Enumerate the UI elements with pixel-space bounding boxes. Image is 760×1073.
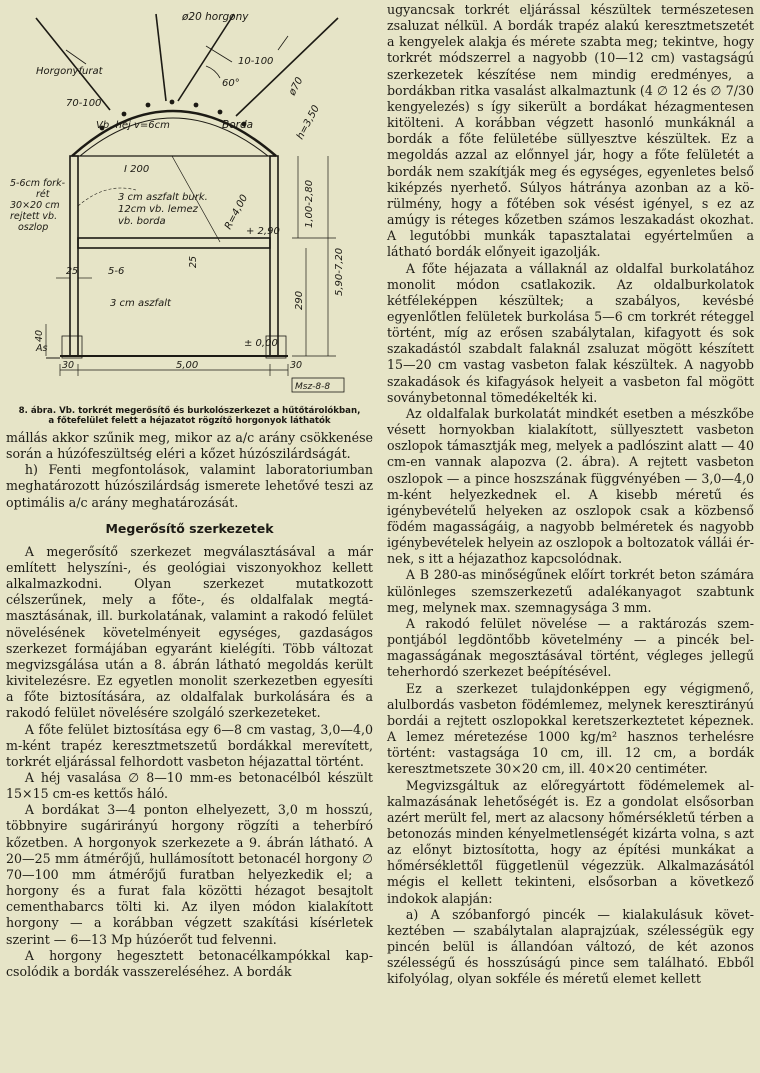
- svg-text:70-100: 70-100: [66, 98, 102, 109]
- label-drillhole: Horgonyfurat: [36, 66, 103, 77]
- svg-text:30×20 cm: 30×20 cm: [10, 200, 60, 211]
- svg-text:30: 30: [290, 360, 303, 371]
- svg-text:3 cm aszfalt: 3 cm aszfalt: [110, 298, 171, 309]
- svg-text:10-100: 10-100: [238, 56, 274, 67]
- svg-text:h=3,50: h=3,50: [294, 103, 323, 142]
- anchor-left: [36, 18, 110, 110]
- paragraph: A horgony hegesztett betonacélkampókkal kapcsolódik a bordák vasszereléséhez. A bordák: [6, 947, 373, 979]
- anchor-mid-left: [156, 14, 166, 101]
- left-column: [6, 6, 373, 980]
- svg-text:60°: 60°: [222, 78, 240, 89]
- paragraph: A héj vasalása ∅ 8—10 mm-es betonacélból készült 15×15 cm-es kettős háló.: [6, 769, 373, 802]
- figure-caption: 8. ábra. Vb. torkrét megerősítő és burkolószerkezet a hűtőtárolókban, a főtefelület felett a héjazatot rögzítő horgonyok láthatók: [18, 406, 361, 426]
- svg-text:R=4,00: R=4,00: [222, 193, 251, 232]
- svg-text:30: 30: [62, 360, 75, 371]
- anchor-right: [236, 18, 338, 116]
- svg-text:290: 290: [294, 290, 305, 310]
- svg-text:5-6cm fork-: 5-6cm fork-: [10, 178, 66, 189]
- svg-text:25: 25: [66, 266, 79, 277]
- paragraph: mállás akkor szűnik meg, mikor az a/c arány csökkenése során a húzófeszültség eléri a kőzet húzószilárdságát.: [6, 430, 373, 462]
- svg-text:25: 25: [188, 255, 199, 268]
- right-column: [387, 2, 754, 988]
- svg-text:I 200: I 200: [124, 164, 150, 175]
- paragraph: a) A szóbanforgó pincék — kialakulásuk következtében — szabálytalan alaprajzúak, szélességük egy pincén belül is állandóan változó, de két azonos szélességű és hosszúságú pince sem található. Ebből kifolyólag, olyan sokféle és méretű elemet kellett: [387, 906, 754, 987]
- svg-text:As: As: [36, 343, 48, 354]
- svg-text:rejtett vb.: rejtett vb.: [10, 211, 58, 222]
- paragraph: A B 280-as minőségűnek előírt torkrét beton számára különleges szemszerkezetű adalékanyagot szabtunk meg, melynek max. szemnagysága 3 mm.: [387, 567, 754, 615]
- paragraph: Megvizsgáltuk az előregyártott födémelemek alkalmazásának lehetőségét is. Ez a gondolat elsősorban azért merült fel, mert az alacsony hőmérsékletű térben a betonozás minden kényelmetlenségét kizárta volna, s azt az előnyt biztosította, hogy az építési munkákat a hőmérséklettől függetlenül végezzük. Alkalmazásától mégis el kellett tekinteni, elsősorban a következő indokok alapján:: [387, 777, 754, 906]
- paragraph: A bordákat 3—4 ponton elhelyezett, 3,0 m hosszú, többnyire sugárirányú horgony rögzíti a teherbíró kőzetben. A horgonyok szerkezete a 9. ábrán látható. A 20—25 mm átmérőjű, hullámosított betonacél horgony ∅ 70—100 mm átmérőjű furatban helyezkedik el; a horgony és a furat fala közötti hézagot besajtolt cementhabarcs tölti ki. Az ilyen módon kialakított horgony — a korábban végzett szakítási kísérletek szerint — 6—13 Mp húzóerőt tud felvenni.: [6, 802, 373, 947]
- svg-text:12cm vb. lemez: 12cm vb. lemez: [118, 204, 198, 215]
- svg-text:40: 40: [34, 329, 45, 342]
- paragraph: A rakodó felület növelése — a raktározás szempontjából legdöntőbb követelmény — a pincék belmagasságának megosztásával történt, végleges jellegű teherhordó szerkezet beépítésével.: [387, 615, 754, 680]
- paragraph: A megerősítő szerkezet megválasztásával a már említett helyszíni-, és geológiai viszonyokhoz kellett alkalmazkodni. Olyan szerkezet mutatkozott célszerűnek, mely a főte-, és oldalfalak megtámasztásának, ill. burkolatának, valamint a rakodó felület növelésének követelményeit egységes, gazdaságos szerkezet formájában egyaránt kielégíti. Több változat megvizsgálása után a 8. ábrán látható megoldás került kivitelezésre. Ez egyetlen monolit szerkezetben egyesíti a főte biztosítására, az oldalfalak burkolására és a rakodó felület növelésére szolgáló szerkezeteket.: [6, 543, 373, 721]
- svg-text:+ 2,90: + 2,90: [246, 226, 280, 237]
- label-anchor: ø20 horgony: [182, 11, 249, 23]
- paragraph: Az oldalfalak burkolatát mindkét esetben a mészkőbe vésett hornyokban kialakított, süllyesztett vasbeton oszlopok támasztják meg, melyek a padlószint alatt — 40 cm-en vannak alapozva (2. ábra). A rejtett vasbeton oszlopok — a pince hoszszának függvényében — 3,0—4,0 m-ként helyezkednek el. A kisebb méretű és igénybevételű helyeken az oszlopok csak a közbenső födém magasságáig, a nagyobb belméretek és nagyobb igénybevételek helyein az oszlopok a boltozatok vállái érnek, s itt a héjazathoz kapcsolódnak.: [387, 405, 754, 567]
- label-rib: Borda: [222, 119, 254, 131]
- paragraph: h) Fenti megfontolások, valamint laboratoriumban meghatározott húzószilárdság ismerete lehetővé teszi az optimális a/c arány meghatározását.: [6, 462, 373, 510]
- paragraph: A főte héjazata a vállaknál az oldalfal burkolatához monolit módon csatlakozik. Az oldalburkolatok kétféleképpen készültek; a szabályos, kevésbé egyenlőtlen felületek burkolása 5—6 cm torkrét réteggel történt, míg az erősen szabálytalan, kifagyott és sok szakadástól szabdalt falaknál zsaluzat mögött készített 15—20 cm vastag vasbeton falak készültek. A nagyobb szakadások és kifagyások helyeit a vasbeton fal mögött soványbetonnal tömedékelték ki.: [387, 260, 754, 405]
- svg-text:5-6: 5-6: [108, 266, 125, 277]
- section-heading: Megerősítő szerkezetek: [105, 520, 274, 536]
- paragraph: Ez a szerkezet tulajdonképpen egy végigmenő, alulbordás vasbeton födémlemez, melynek keresztirányú bordái a rejtett oszlopokkal keretszerkeztetet képeznek. A lemez méretezése 1000 kg/m² hasznos terhelésre történt: vastagsága 10 cm, ill. 12 cm, a bordák keresztmetszete 30×20 cm, ill. 40×20 centiméter.: [387, 680, 754, 777]
- paragraph: ugyancsak torkrét eljárással készültek természetesen zsaluzat nélkül. A bordák trapéz alakú keresztmetszetét a kengyelek alakja és mérete szabta meg; tekintve, hogy torkrét módszerrel a nagyobb (10—12 cm) vastagságú szerkezetek készítése nem mindig eredményes, a bordákban ritka vasalást alkalmaztunk (4 ∅ 12 és ∅ 7/30 kengyelezés) s így sikerült a bordákat hézagmentesen kitölteni. A korábban végzett hasonló munkáknál a bordák a főte felületébe süllyesztve készültek. Ez a megoldás azzal az előnnyel jár, hogy a főte felületét a bordák nem szakítják meg és egységes, egyenletes belső kiképzés nyerhető. Súlyos hátránya azonban az a körülmény, hogy a főtében sok vésést igényel, s ez az amúgy is réteges kőzetben számos leszakadást okozhat. A legutóbbi munkák tapasztalatai egyértelműen a látható bordák előnyeit igazolják.: [387, 2, 754, 260]
- svg-text:± 0,00: ± 0,00: [244, 338, 278, 349]
- svg-text:1,00-2,80: 1,00-2,80: [304, 179, 315, 228]
- svg-text:vb. borda: vb. borda: [118, 216, 166, 227]
- figure-8-cross-section: [6, 6, 373, 404]
- svg-text:5,90-7,20: 5,90-7,20: [334, 247, 345, 296]
- svg-text:ø70: ø70: [286, 75, 306, 98]
- paragraph: A főte felület biztosítása egy 6—8 cm vastag, 3,0—4,0 m-ként trapéz keresztmetszetű bordákkal merevített, torkrét eljárással felhordott vasbeton héjazattal történt.: [6, 721, 373, 769]
- svg-text:oszlop: oszlop: [18, 222, 49, 233]
- svg-text:rét: rét: [36, 189, 50, 200]
- label-shell: Vb. héj v=6cm: [96, 120, 170, 131]
- standard-code: Msz-8-8: [295, 382, 331, 392]
- svg-text:5,00: 5,00: [176, 360, 199, 371]
- svg-text:3 cm aszfalt burk.: 3 cm aszfalt burk.: [118, 192, 208, 203]
